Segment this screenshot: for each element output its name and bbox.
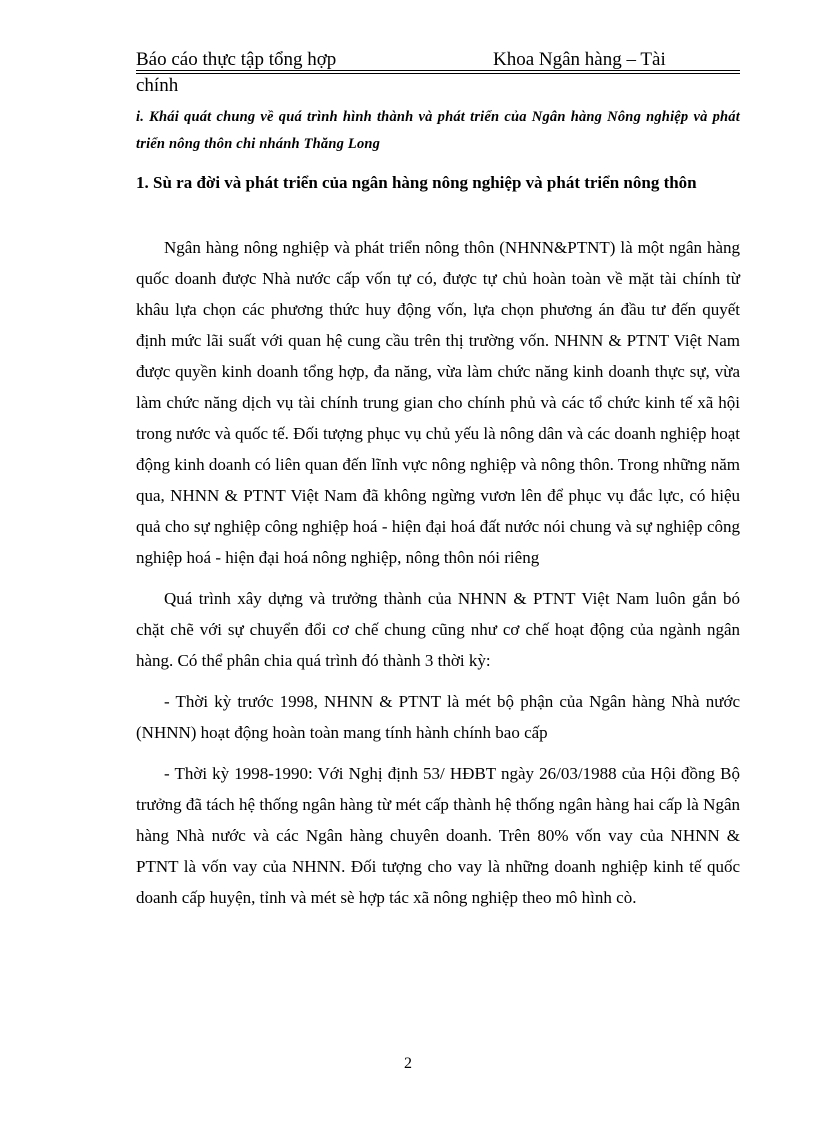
header-rule-double [136, 73, 740, 74]
header-faculty-continuation: chính [136, 75, 179, 96]
section-heading: 1. Sù ra đời và phát triển của ngân hàng nông nghiệp và phát triển nông thôn [136, 173, 697, 192]
paragraph-4: - Thời kỳ 1998-1990: Với Nghị định 53/ HĐBT ngày 26/03/1988 của Hội đồng Bộ trưởng đã tách hệ thống ngân hàng từ mét cấp thành hệ thống ngân hàng hai cấp là Ngân hàng Nhà nước và các Ngân hàng chuyên doanh. Trên 80% vốn vay của NHNN & PTNT là vốn vay của NHNN. Đối tượng cho vay là những doanh nghiệp kinh tế quốc doanh cấp huyện, tỉnh và mét sè hợp tác xã nông nghiệp theo mô hình cò. [136, 764, 740, 907]
page-header [136, 48, 740, 98]
paragraph-3: - Thời kỳ trước 1998, NHNN & PTNT là mét bộ phận của Ngân hàng Nhà nước (NHNN) hoạt động hoàn toàn mang tính hành chính bao cấp [136, 692, 740, 742]
header-report-title: Báo cáo thực tập tổng hợp [136, 49, 337, 70]
header-rule [136, 70, 740, 71]
paragraph-2: Quá trình xây dựng và trưởng thành của NHNN & PTNT Việt Nam luôn gắn bó chặt chẽ với sự chuyển đổi cơ chế chung cũng như cơ chế hoạt động của ngành ngân hàng. Có thể phân chia quá trình đó thành 3 thời kỳ: [136, 589, 740, 670]
body-text [136, 232, 740, 923]
header-faculty: Khoa Ngân hàng – Tài [493, 49, 666, 70]
paragraph-1: Ngân hàng nông nghiệp và phát triển nông thôn (NHNN&PTNT) là một ngân hàng quốc doanh được Nhà nước cấp vốn tự có, được tự chủ hoàn toàn về mặt tài chính từ khâu lựa chọn các phương thức huy động vốn, lựa chọn phương án đầu tư đến quyết định mức lãi suất với quan hệ cung cầu trên thị trường vốn. NHNN & PTNT Việt Nam được quyền kinh doanh tổng hợp, đa năng, vừa làm chức năng kinh doanh thực sự, vừa làm chức năng dịch vụ tài chính trung gian cho chính phủ và các tổ chức kinh tế xã hội trong nước và quốc tế. Đối tượng phục vụ chủ yếu là nông dân và các doanh nghiệp hoạt động kinh doanh có liên quan đến lĩnh vực nông nghiệp và nông thôn. Trong những năm qua, NHNN & PTNT Việt Nam đã không ngừng vươn lên để phục vụ đắc lực, có hiệu quả cho sự nghiệp công nghiệp hoá - hiện đại hoá đất nước nói chung và sự nghiệp công nghiệp hoá - hiện đại hoá nông nghiệp, nông thôn nói riêng [136, 238, 740, 567]
intro-title: i. Khái quát chung về quá trình hình thành và phát triển của Ngân hàng Nông nghiệp và phát triển nông thôn chi nhánh Thăng Long [136, 109, 740, 152]
page-number: 2 [404, 1055, 412, 1072]
